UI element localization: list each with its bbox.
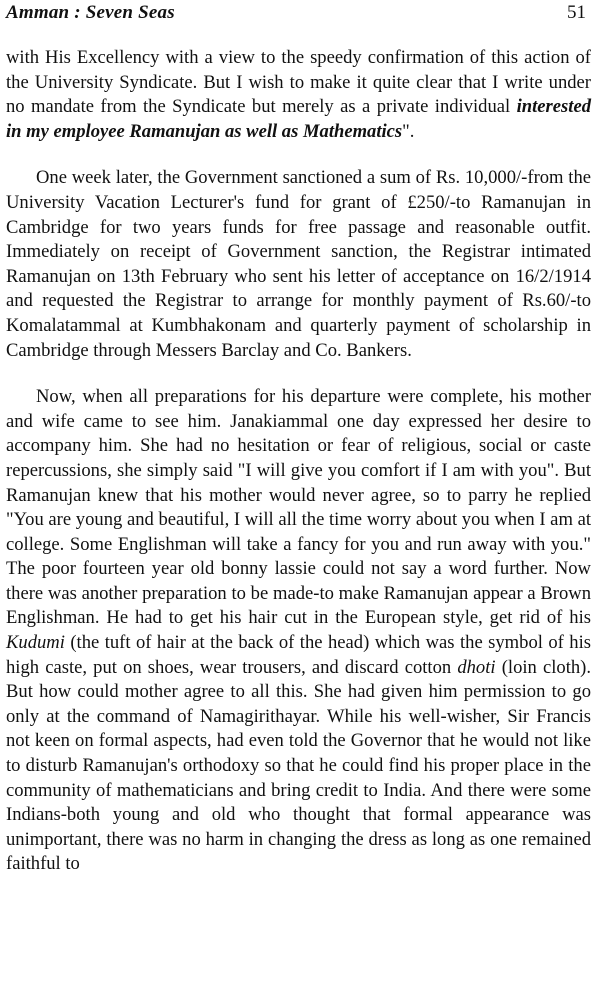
page-number: 51 <box>567 2 586 23</box>
paragraph-government-sanction <box>6 166 591 363</box>
italic-term-kudumi: Kudumi <box>6 632 65 654</box>
text-run: (the tuft of hair at the back of the head) which was the symbol of his high caste, put on shoes, wear trousers, and discard cotton <box>6 632 591 678</box>
paragraph-gap <box>6 363 591 385</box>
paragraph-letter-excerpt <box>6 46 591 144</box>
running-head-title: Amman : Seven Seas <box>6 2 175 23</box>
body-text <box>6 46 591 877</box>
paragraph-departure-preparations <box>6 385 591 877</box>
text-run: with His Excellency with a view to the speedy confirmation of this action of the University Syndicate. But I wish to make it quite clear that I write under no mandate from the Syndicate but merely as a private individual <box>6 47 591 118</box>
text-run: ". <box>402 120 415 142</box>
italic-term-dhoti: dhoti <box>457 656 496 678</box>
text-run: (loin cloth). But how could mother agree to all this. She had given him permission to go only at the command of Namagirithayar. While his well-wisher, Sir Francis not keen on formal aspects, had even told the Governor that he would not like to disturb Ramanujan's orthodoxy so that he could find his proper place in the community of mathematicians and bring credit to India. And there were some Indians-both young and old who thought that formal appearance was unimportant, there was no harm in changing the dress as long as one remained faithful to <box>6 656 591 875</box>
text-run: Now, when all preparations for his departure were complete, his mother and wife came to see him. Janakiammal one day expressed her desire to accompany him. She had no hesitation or fear of religious, social or caste repercussions, she simply said "I will give you comfort if I am with you". But Ramanujan knew that his mother would never agree, so to parry he replied "You are young and beautiful, I will all the time worry about you when I am at college. Some Englishman will take a fancy for you and run away with you." The poor fourteen year old bonny lassie could not say a word further. Now there was another preparation to be made-to make Ramanujan appear a Brown Englishman. He had to get his hair cut in the European style, get rid of his <box>6 386 591 629</box>
emphasized-text: interested in my employee Ramanujan as well as Mathematics <box>6 96 591 142</box>
text-run: One week later, the Government sanctioned a sum of Rs. 10,000/-from the University Vacation Lecturer's fund for grant of £250/-to Ramanujan in Cambridge for two years funds for free passage and reasonable outfit. Immediately on receipt of Government sanction, the Registrar intimated Ramanujan on 13th February who sent his letter of acceptance on 16/2/1914 and requested the Registrar to arrange for monthly payment of Rs.60/-to Komalatammal at Kumbhakonam and quarterly payment of scholarship in Cambridge through Messers Barclay and Co. Bankers. <box>6 167 591 361</box>
paragraph-gap <box>6 144 591 166</box>
